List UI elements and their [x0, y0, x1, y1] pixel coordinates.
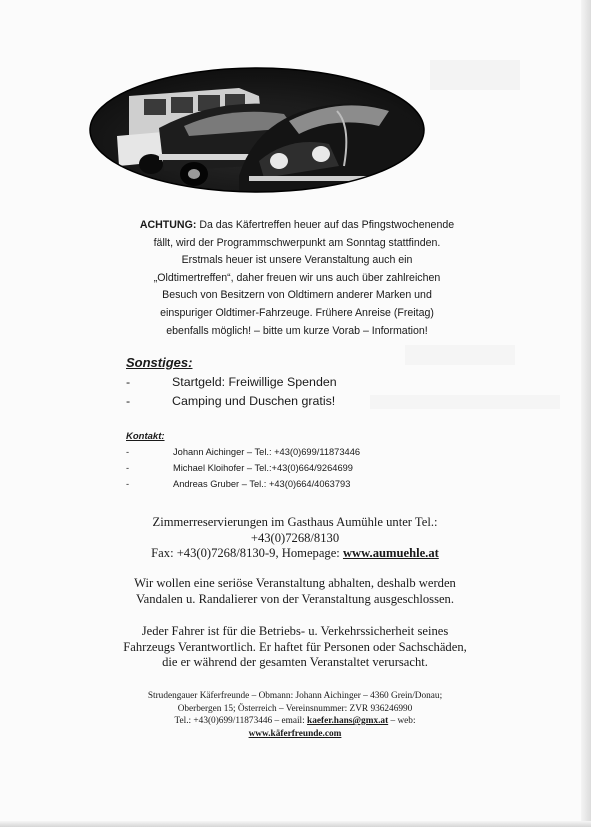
notice-line: Besuch von Besitzern von Oldtimern anderer Marken und [162, 289, 432, 302]
fax-text: Fax: +43(0)7268/8130-9, Homepage: [151, 546, 343, 560]
rules-line: Wir wollen eine seriöse Veranstaltung abhalten, deshalb werden [134, 576, 456, 590]
list-dash: - [126, 375, 131, 389]
notice-line: „Oldtimertreffen“, daher freuen wir uns auch über zahlreichen [153, 271, 441, 284]
rules-line: Vandalen u. Randalierer von der Veranstaltung ausgeschlossen. [135, 591, 454, 606]
bleed-through-mark [405, 345, 515, 365]
paper-bottom-shadow [0, 821, 591, 827]
liability-line: Fahrzeugs Verantwortlich. Er haftet für Personen oder Sachschäden, [123, 639, 467, 654]
bleed-through-mark [370, 395, 560, 409]
liability-line: die er während der gesamten Veranstaltet verursacht. [162, 655, 428, 669]
vintage-cars-photo [89, 66, 425, 194]
list-dash: - [126, 463, 130, 473]
bleed-through-mark [430, 60, 520, 90]
list-dash: - [126, 479, 130, 489]
notice-line: ebenfalls möglich! – bitte um kurze Vorab – Information! [166, 324, 428, 337]
homepage-link[interactable]: www.aumuehle.at [342, 546, 439, 560]
rules-block [60, 576, 530, 607]
contact-text: Johann Aichinger – Tel.: +43(0)699/11873446 [173, 447, 361, 457]
paper-edge [581, 0, 591, 827]
liability-block [60, 624, 530, 671]
accommodation-fax-line [60, 546, 530, 562]
list-item-text: Camping und Duschen gratis! [172, 394, 336, 408]
footer-web-label: – web: [388, 716, 416, 727]
footer-phone: Tel.: +43(0)699/11873446 – email: [174, 716, 308, 727]
website-link[interactable]: www.käferfreunde.com [248, 728, 342, 739]
notice-label: ACHTUNG: [139, 219, 197, 231]
footer-line: Strudengauer Käferfreunde – Obmann: Johann Aichinger – 4360 Grein/Donau; [147, 691, 443, 701]
notice-line [118, 217, 476, 235]
list-item-text: Startgeld: Freiwillige Spenden [172, 375, 337, 389]
notice-block [118, 217, 476, 340]
footer-line: Oberbergen 15; Österreich – Vereinsnummer: ZVR 936246990 [177, 703, 413, 714]
contact-text: Michael Kloihofer – Tel.:+43(0)664/9264699 [173, 463, 353, 473]
notice-text: Da das Käfertreffen heuer auf das Pfingstwochenende [199, 219, 455, 231]
liability-line: Jeder Fahrer ist für die Betriebs- u. Verkehrssicherheit seines [141, 624, 449, 638]
list-dash: - [126, 394, 131, 408]
footer-contact-line [70, 715, 520, 728]
notice-line: fällt, wird der Programmschwerpunkt am Sonntag stattfinden. [153, 236, 441, 249]
club-footer [70, 690, 520, 740]
accommodation-block [60, 515, 530, 562]
accommodation-phone: +43(0)7268/8130 [250, 530, 340, 545]
accommodation-line: Zimmerreservierungen im Gasthaus Aumühle unter Tel.: [152, 515, 438, 529]
list-dash: - [126, 447, 130, 457]
footer-web-line [70, 728, 520, 741]
email-link[interactable]: kaefer.hans@gmx.at [307, 716, 389, 727]
notice-line: einspuriger Oldtimer-Fahrzeuge. Frühere Anreise (Freitag) [160, 306, 434, 319]
kontakt-heading: Kontakt: [126, 431, 165, 442]
sonstiges-heading: Sonstiges: [126, 355, 193, 370]
notice-line: Erstmals heuer ist unsere Veranstaltung auch ein [181, 254, 413, 267]
contact-text: Andreas Gruber – Tel.: +43(0)664/4063793 [173, 479, 351, 489]
